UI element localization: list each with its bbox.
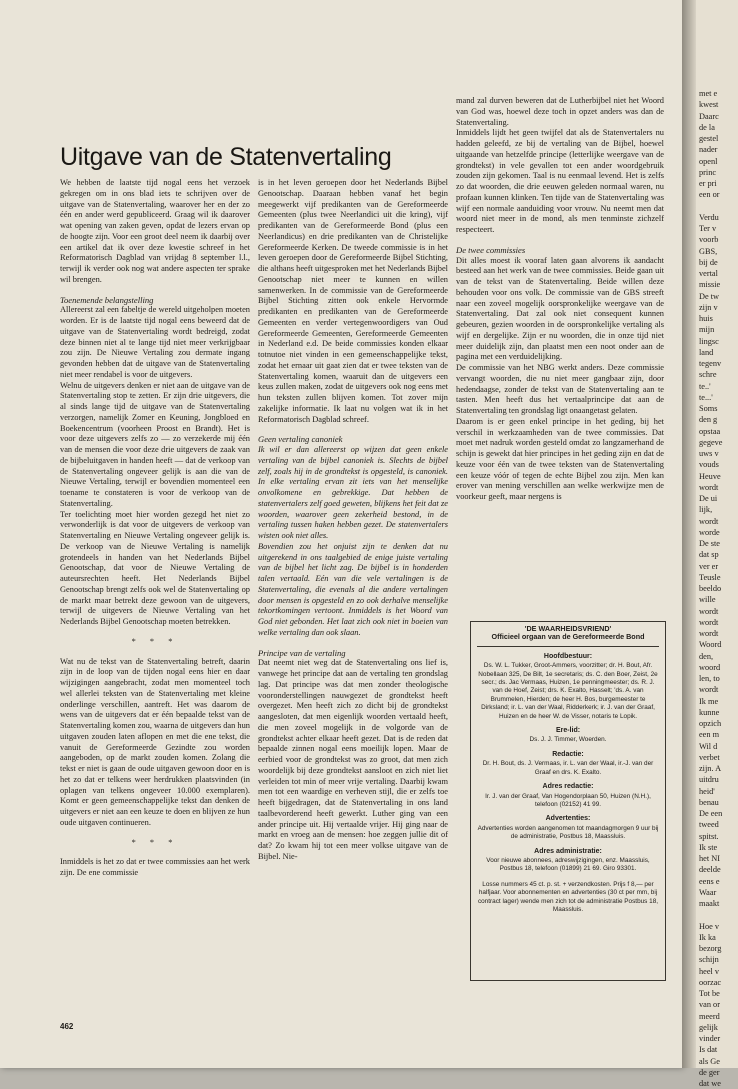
fragment-line: land: [699, 347, 714, 357]
article-column-1: [60, 178, 250, 1018]
section-heading: Principe van de vertaling: [258, 647, 346, 658]
fragment-line: tegenv: [699, 359, 722, 368]
fragment-line: GBS,: [699, 246, 718, 256]
paragraph: mand zal durven beweren dat de Lutherbijbel niet het Woord van God was, hoewel deze toch in opzet anders was dan de Statenvertaling.: [456, 96, 664, 127]
fragment-line: wordt: [699, 685, 719, 695]
fragment-line: tweed: [699, 820, 719, 830]
paragraph: Wat nu de tekst van de Statenvertaling betreft, daarin zijn in de loop van de tijden nogal eens hier en daar wijzigingen aangebracht, zodat men momenteel toch wel allerlei teksten van de Statenvertaling met kleine onderlinge verschillen, aantreft. Het was daarom de wens van de uitgevers dat er één bepaalde tekst van de Statenvertaling komen zou, waarna de uitgevers dan hun uitgaven zouden laten aflopen en met die ene tekst, die vanuit de Gereformeerde Gezindte zou worden aangeboden, op de markt zouden komen. Zolang die tekst er niet is gaan de oude uitgaven gewoon door en is het zo dat er telkens weer herdrukken plaatsvinden (in oplagen van telkens ongeveer 10.000 exemplaren). Komt er geen gemeenschappelijke tekst dan denken de uitgevers er niet aan een keuze te doen en blijven ze hun oude uitgaven continueren.: [60, 656, 250, 827]
fragment-line: te...': [699, 392, 713, 402]
fragment-line: opzich: [699, 719, 722, 728]
fragment-line: voorb: [699, 235, 719, 245]
fragment-line: gestel: [699, 134, 719, 143]
fragment-line: nader: [699, 145, 718, 155]
fragment-line: schre: [699, 370, 717, 380]
paragraph: Bovendien zou het onjuist zijn te denken dat nu uitgerekend in ons taalgebied de enige juiste vertaling van de bijbel het licht zag. De bijbel is in honderden talen vertaald. Eén van die vele vertalingen is de Statenvertaling, die evenals al die andere vertalingen door mensen is opgesteld en zo ook derhalve menselijke tekortkomingen vertoont. Inmiddels is het Woord van God niet gebonden. Het laat zich ook niet in boeien van welke vertaling dan ook slaan.: [258, 541, 448, 637]
fragment-line: dat we: [699, 1079, 721, 1088]
paragraph: Inmiddels is het zo dat er twee commissies aan het werk zijn. De ene commissie: [60, 857, 250, 877]
fragment-line: heid': [699, 786, 715, 796]
fragment-line: wordt: [699, 629, 719, 638]
fragment-line: lingsc: [699, 336, 719, 346]
colophon-title: 'DE WAARHEIDSVRIEND': [524, 624, 612, 633]
fragment-line: kunne: [699, 707, 720, 717]
fragment-line: eens e: [699, 876, 720, 886]
fragment-line: huis: [699, 314, 713, 323]
fragment-line: een m: [699, 730, 720, 740]
fragment-line: opstaa: [699, 426, 721, 436]
section-separator: * * *: [131, 837, 179, 847]
article-title: Uitgave van de Statenvertaling: [60, 143, 392, 171]
fragment-line: wille: [699, 595, 716, 605]
section-heading: Toenemende belangstelling: [60, 294, 154, 305]
fragment-line: Waar: [699, 887, 717, 897]
colophon-text: Ds. W. L. Tukker, Groot-Ammers, voorzitter; dr. H. Bout, Afr. Nobellaan 325, De Bilt, 1e secretaris; ds. C. den Boer, Zeist, 2e secr.; ds. Jac Vermaas, Huizen, 1e penningmeester; ds. R. J. van de Hoef, Zeist; drs. K. Exalto, Hasselt; 'ds. A. van Brummelen, Hierden; de heer H. Bos, burgemeester te Dirksland; ir. L. van der Waal, Ridderkerk; ir. J. van der Graaf, Huizen en de heer W. de Visser, notaris te Lopik.: [478, 662, 658, 720]
colophon-text: Ir. J. van der Graaf, Van Hogendorplaan 50, Huizen (N.H.), telefoon (02152) 41 99.: [485, 792, 651, 808]
paragraph: De commissie van het NBG werkt anders. Deze commissie vervangt woorden, die nu niet meer gangbaar zijn, door hedendaagse, zonder de tekst van de Statenvertaling aan te tasten. Men heeft dus het vertaalprincipe dat aan de Statenvertaling ten grondslag ligt onaangetast gelaten.: [456, 363, 664, 415]
fragment-line: bezorg: [699, 944, 722, 953]
colophon-heading: Advertenties:: [545, 815, 591, 823]
fragment-line: te..': [699, 381, 711, 391]
fragment-line: [699, 909, 738, 920]
next-page-edge: [696, 0, 738, 1088]
colophon-box: [470, 621, 666, 981]
fragment-line: meerd: [699, 1011, 720, 1021]
colophon-heading: Ere-lid:: [555, 727, 581, 735]
fragment-line: vinder: [699, 1034, 721, 1043]
fragment-line: Hoe v: [699, 921, 720, 931]
fragment-line: verbet: [699, 752, 720, 762]
section-heading: De twee commissies: [456, 244, 526, 255]
fragment-line: Wil d: [699, 741, 718, 751]
fragment-line: beeldo: [699, 584, 722, 593]
fragment-line: wordt: [699, 617, 719, 627]
fragment-line: De tw: [699, 291, 720, 301]
fragment-line: vouds: [699, 460, 719, 470]
colophon-price: Losse nummers 45 ct. p. st. + verzendkosten. Prijs f 8,— per halfjaar. Voor abonnementen en advertenties (30 ct per mm, bij contract lager) wende men zich tot de administratie Postbus 18, Maassluis.: [477, 880, 659, 913]
fragment-line: mijn: [699, 325, 715, 335]
fragment-line: de la: [699, 122, 715, 132]
fragment-line: Ik ste: [699, 842, 718, 852]
paragraph: Welnu de uitgevers denken er niet aan de uitgave van de Statenvertaling stop te zetten. Er zijn drie uitgevers, die al sinds lange tijd de uitgave van de Statenvertaling verzorgen, namelijk Zomer en Keuning, Jongbloed en Boekencentrum (voorheen Proost en Brandt). Het is voor deze uitgevers zelfs zo — zo verzekerde mij één van de mensen die voor deze drie uitgevers de zaak van de bijbeluitgaven in handen heeft — dat de verkoop van de Statenvertaling ongeveer gelijk is aan die van de Nieuwe Vertaling, terwijl er bovendien momenteel een toename te constateren is voor de verkoop van de Statenvertaling.: [60, 380, 250, 508]
colophon-text: Ds. J. J. Timmer, Woerden.: [529, 736, 607, 744]
fragment-line: De ste: [699, 539, 720, 548]
fragment-line: spitst.: [699, 831, 719, 841]
fragment-line: Ik ka: [699, 932, 716, 942]
fragment-line: Ter v: [699, 224, 717, 233]
colophon-heading: Hoofdbestuur:: [543, 652, 593, 660]
fragment-line: dat sp: [699, 550, 719, 560]
paragraph: Ik wil er dan allereerst op wijzen dat geen enkele vertaling van de bijbel canoniek is. Slechts de bijbel zelf, zoals hij in de grondtekst is opgesteld, is canoniek. In elke vertaling ervan zit iets van het menselijke onvolkomene en gebrekkige. Dat hebben de statenvertalers zelf goed geweten, blijkens het feit dat ze woorden, waarover geen zekerheid bestond, in de vertaling tussen haken hebben gezet. De statenvertalers wisten ook niet alles.: [258, 445, 448, 540]
paragraph: Dat neemt niet weg dat de Statenvertaling ons lief is, vanwege het principe dat aan de vertaling ten grondslag lag. Dat principe was dat men zonder theologische vooronderstellingen nauwgezet de grondtekst heeft overgezet. Men heeft zich zo dicht bij de grondtekst aangesloten, dat men eigenlijk woorden vertaald heeft, die men zoveel mogelijk in de volgorde van de grondtekst achter elkaar heeft gezet. Dat is de reden dat bepaalde zinnen nogal eens moeilijk lopen. Maar de eerbied voor de grondtekst was zo groot, dat men zich woordelijk bij deze grondtekst aansloot en zich niet liet verleiden tot min of meer vrije vertaling. Daarbij kwam men tot een waardige en verheven stijl, die er zelfs toe heeft bijgedragen, dat de Statenvertaling in ons land taalbevorderend heeft gewerkt. Luther ging van een ander principe uit. Hij vertaalde vrijer. Hij ging naar de markt en vroeg aan de mensen: hoe zeggen jullie dit of dat? Zo kwam hij tot een meer volkse uitgave van de Bijbel. Nie-: [258, 658, 448, 861]
fragment-line: er pri: [699, 179, 717, 188]
fragment-line: gelijk: [699, 1022, 718, 1032]
fragment-line: een or: [699, 190, 720, 200]
fragment-line: Soms: [699, 404, 718, 413]
fragment-line: Is dat: [699, 1045, 718, 1055]
paragraph: Inmiddels lijdt het geen twijfel dat als de Statenvertalers nu hadden geleefd, ze bij de vertaling van de Bijbel, hoewel uitgaande van hetzelfde principe (letterlijke weergave van de grondtekst) in vele gevallen tot een ander woordgebruik zouden zijn gekomen. Taal is nu eenmaal levend. Het is zelfs zo dat woorden, die drie eeuwen geleden normaal waren, nu profaan kunnen klinken. Ten tijde van de Statenvertaling was wijf een normale aanduiding voor vrouw. Nu neemt men dat woord niet meer in de mond, als men tenminste zichzelf respecteert.: [456, 128, 664, 234]
fragment-line: bij de: [699, 257, 718, 267]
fragment-line: lijk,: [699, 505, 713, 515]
section-heading: Geen vertaling canoniek: [258, 434, 343, 445]
fragment-line: schijn: [699, 955, 719, 965]
fragment-line: woord: [699, 662, 721, 672]
fragment-line: Heuve: [699, 471, 721, 481]
fragment-line: Teusle: [699, 572, 721, 582]
fragment-line: wordt: [699, 606, 719, 616]
fragment-line: met e: [699, 89, 718, 98]
fragment-line: kwest: [699, 100, 719, 110]
fragment-line: deelde: [699, 865, 721, 875]
fragment-line: oorzac: [699, 977, 722, 987]
colophon-heading: Adres administratie:: [534, 847, 602, 855]
fragment-line: Woord: [699, 640, 722, 650]
fragment-line: De een: [699, 809, 723, 818]
fragment-line: wordt: [699, 482, 719, 492]
fragment-line: Ik me: [699, 696, 719, 706]
book-gutter: [682, 0, 696, 1068]
article-column-2: [258, 178, 448, 1038]
fragment-line: heel v: [699, 966, 720, 976]
fragment-line: den,: [699, 651, 714, 661]
fragment-line: openl: [699, 156, 718, 166]
paragraph: Ter toelichting moet hier worden gezegd het niet zo verwonderlijk is dat voor de uitgevers de verkoop van Statenvertaling en Nieuwe Vertaling ongeveer gelijk is. De verkoop van de Nieuwe Vertaling is namelijk grotendeels in handen van het Nederlands Bijbel Genootschap, dat voor de Nieuwe Vertaling de auteursrechten heeft. Het Nederlands Bijbel Genootschap brengt zelfs ook wel de Statenvertaling op de markt maar betrekt deze gewoon van de uitgevers, terwijl de uitgevers de Nieuwe Vertaling van het Nederlands Bijbel Genootschap moeten betrekken.: [60, 509, 250, 626]
fragment-line: uws v: [699, 449, 719, 458]
fragment-line: uitdru: [699, 775, 719, 785]
fragment-line: missie: [699, 280, 721, 290]
fragment-line: maakt: [699, 899, 720, 908]
fragment-line: den g: [699, 415, 718, 425]
section-separator: * * *: [131, 636, 179, 646]
paragraph: is in het leven geroepen door het Nederlands Bijbel Genootschap. Daaraan hebben vanaf het begin meegewerkt vijf predikanten van de Gereformeerde Gemeenten (plus twee Neerlandici uit die kring), vijf predikanten van de Gereformeerde Bond (plus een Neerlandicus) en drie predikanten van de Christelijke Gereformeerde Kerken. De tweede commissie is in het leven geroepen door de Gereformeerde Bijbel Stichting, die althans heeft uitgesproken met het Nederlands Bijbel Genootschap niet meer te kunnen en willen samenwerken. In de commissie van de Gereformeerde Bijbel Stichting zitten ook enkele Hervormde predikanten en predikanten van de Gereformeerde Gemeenten en verder vertegenwoordigers van Oud Gereformeerde Gemeenten, Gereformeerde Gemeenten in Nederland e.d. De beide commissies konden elkaar totnutoe niet vinden in een gemeenschappelijke tekst, zodat het ernaar uit gaat zien dat er twee teksten van de Statenvertaling komen, waaruit dan de uitgevers een keus zullen maken, zodat de uitgevers ook nog eens met hun teksten zullen blijven komen. Tot zover mijn zakelijke informatie. Ik laat nu volgen wat ik in het Reformatorisch Dagblad schreef.: [258, 178, 449, 424]
colophon-text: Dr. H. Bout, ds. J. Vermaas, ir. L. van der Waal, ir.-J. van der Graaf en drs. K. Exalto.: [482, 760, 654, 776]
paragraph: Allereerst zal een fabeltje de wereld uitgeholpen moeten worden. Er is de laatste tijd nogal eens beweerd dat de uitgave van de Statenvertaling wordt bedreigd, zodat deze binnen niet al te lange tijd niet meer verkrijgbaar zou zijn. De Nieuwe Vertaling zou dermate ingang gevonden hebben dat de uitgave van de Statenvertaling niet meer rendabel is voor de uitgevers.: [60, 305, 250, 379]
fragment-line: van or: [699, 1000, 720, 1010]
fragment-line: gegeve: [699, 437, 723, 447]
fragment-line: Verdu: [699, 212, 719, 222]
paragraph: Dit alles moest ik vooraf laten gaan alvorens ik aandacht besteed aan het werk van de twee commissies. Beide gaan uit van de tekst van de Statenvertaling. Beide willen deze behouden voor ons volk. De commissie van de GBS streeft naar een zoveel mogelijk oorspronkelijke weergave van de Statenvertaling. Dat zal ook niet consequent kunnen gebeuren, gezien woorden in de oorspronkelijke vertaling als wijf en dergelijke. Zijn er nu woorden, die in onze tijd niet meer duidelijk zijn, dan plaatst men een noot onder aan de pagina met een verduidelijking.: [456, 255, 664, 362]
fragment-line: princ: [699, 167, 717, 177]
fragment-line: het NI: [699, 854, 720, 863]
fragment-line: wordt: [699, 516, 719, 526]
fragment-line: als Ge: [699, 1056, 720, 1066]
intro-paragraph: We hebben de laatste tijd nogal eens het verzoek gekregen om in ons blad iets te schrijven over de uitgave van de Statenvertaling, waarover her en der zo één en ander werd gepubliceerd. Graag wil ik daarover wat opening van zaken geven, opdat de lezers ervan op de hoogte zijn. Voor een groot deel neem ik daarbij over een artikel dat ik over deze kwestie schreef in het Reformatorisch Dagblad van vrijdag 8 september l.l., terwijl ik verder ook nog wat andere aspecten ter sprake wil brengen.: [60, 178, 250, 284]
fragment-line: de ger: [699, 1067, 720, 1077]
article-column-3: [456, 96, 664, 616]
page-number: 462: [60, 1022, 74, 1031]
fragment-line: De ui: [699, 494, 718, 503]
fragment-line: len, to: [699, 674, 720, 683]
fragment-line: zijn. A: [699, 764, 722, 773]
colophon-text: Advertenties worden aangenomen tot maandagmorgen 9 uur bij de administratie, Postbus 18, Maassluis.: [477, 824, 659, 841]
fragment-line: ver er: [699, 561, 719, 571]
colophon-subtitle: Officieel orgaan van de Gereformeerde Bond: [477, 633, 659, 646]
fragment-line: vertal: [699, 269, 718, 278]
colophon-heading: Redactie:: [552, 750, 584, 758]
fragment-line: benau: [699, 797, 719, 807]
fragment-line: worde: [699, 527, 720, 537]
fragment-line: Daarc: [699, 111, 719, 121]
colophon-heading: Adres redactie:: [542, 783, 594, 791]
fragment-line: Tot be: [699, 989, 720, 998]
fragment-line: zijn v: [699, 302, 718, 312]
paragraph: Daarom is er geen enkel principe in het geding, bij het verschil in werkzaamheden van de twee commissies. Dat moet met nadruk worden gesteld omdat zo langzamerhand de schijn is gewekt dat hier principes in het geding zijn en dat de keuze voor één van de twee teksten van de Statenvertaling een keuze vóór of tegen de echte Bijbel zou zijn. Men kan erover van mening verschillen aan welke werkwijze men de voorkeur geeft, maar nergens is: [456, 416, 664, 501]
fragment-line: [699, 201, 738, 212]
next-page-text-fragment: [696, 0, 738, 1089]
colophon-text: Voor nieuwe abonnees, adreswijzigingen, enz. Maassluis, Postbus 18, telefoon (01899) 21 69. Giro 93301.: [486, 856, 650, 873]
